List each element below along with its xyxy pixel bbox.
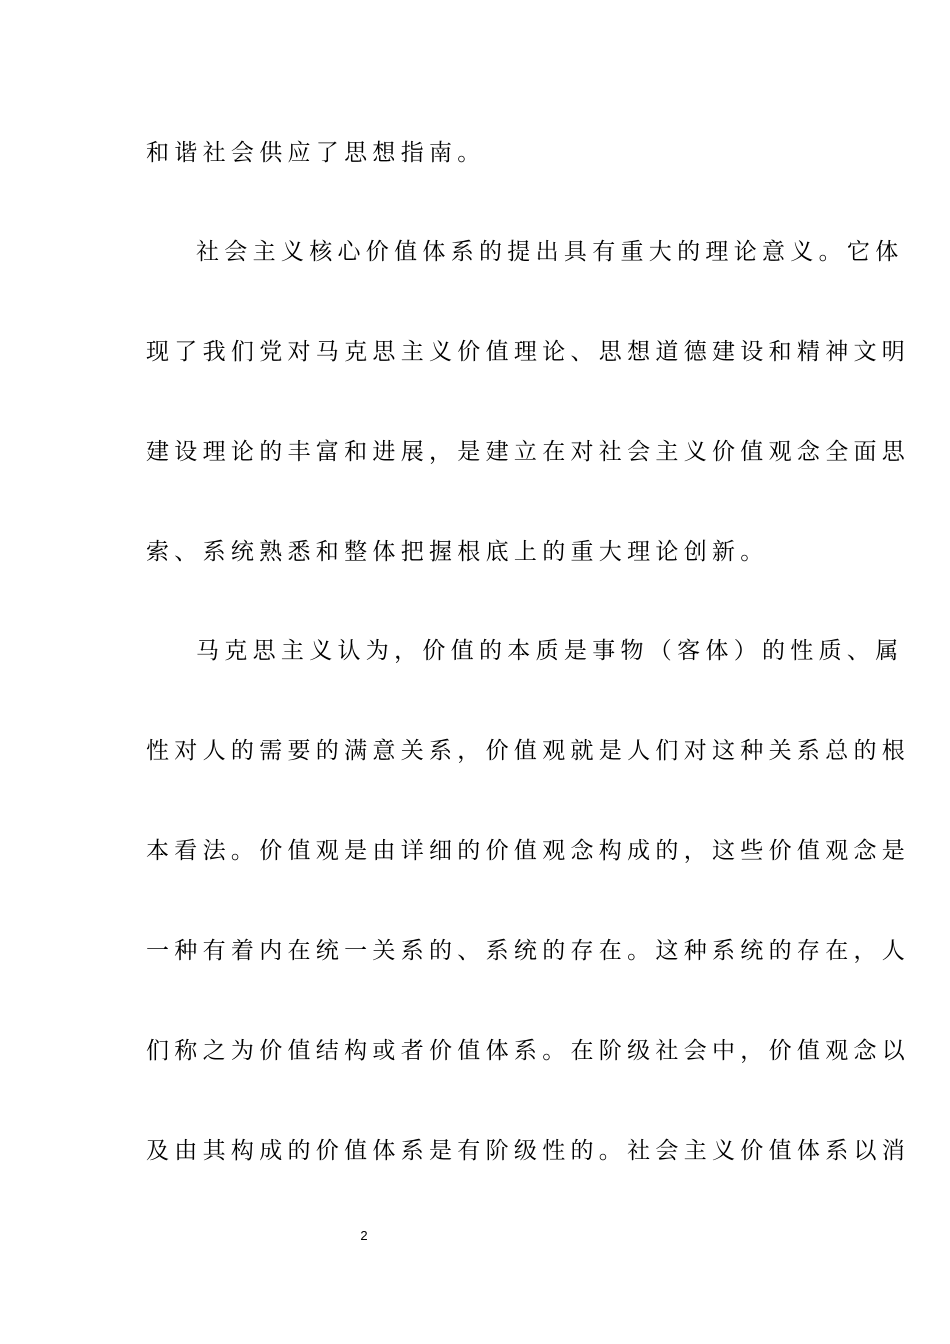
text-line: 索、系统熟悉和整体把握根底上的重大理论创新。 <box>146 539 769 565</box>
text-line: 现了我们党对马克思主义价值理论、思想道德建设和精神文明 <box>146 339 911 365</box>
text-line: 及由其构成的价值体系是有阶级性的。社会主义价值体系以消 <box>146 1138 911 1164</box>
text-line: 性对人的需要的满意关系，价值观就是人们对这种关系总的根 <box>146 738 911 764</box>
text-line: 本看法。价值观是由详细的价值观念构成的，这些价值观念是 <box>146 838 911 864</box>
paragraph-first-line: 社会主义核心价值体系的提出具有重大的理论意义。它体 <box>196 239 904 265</box>
page-number: 2 <box>360 1228 368 1243</box>
paragraph-first-line: 马克思主义认为，价值的本质是事物（客体）的性质、属 <box>196 638 904 664</box>
text-line: 和谐社会供应了思想指南。 <box>146 140 486 166</box>
text-line: 们称之为价值结构或者价值体系。在阶级社会中，价值观念以 <box>146 1038 911 1064</box>
text-line: 一种有着内在统一关系的、系统的存在。这种系统的存在，人 <box>146 938 911 964</box>
text-line: 建设理论的丰富和进展，是建立在对社会主义价值观念全面思 <box>146 439 911 465</box>
